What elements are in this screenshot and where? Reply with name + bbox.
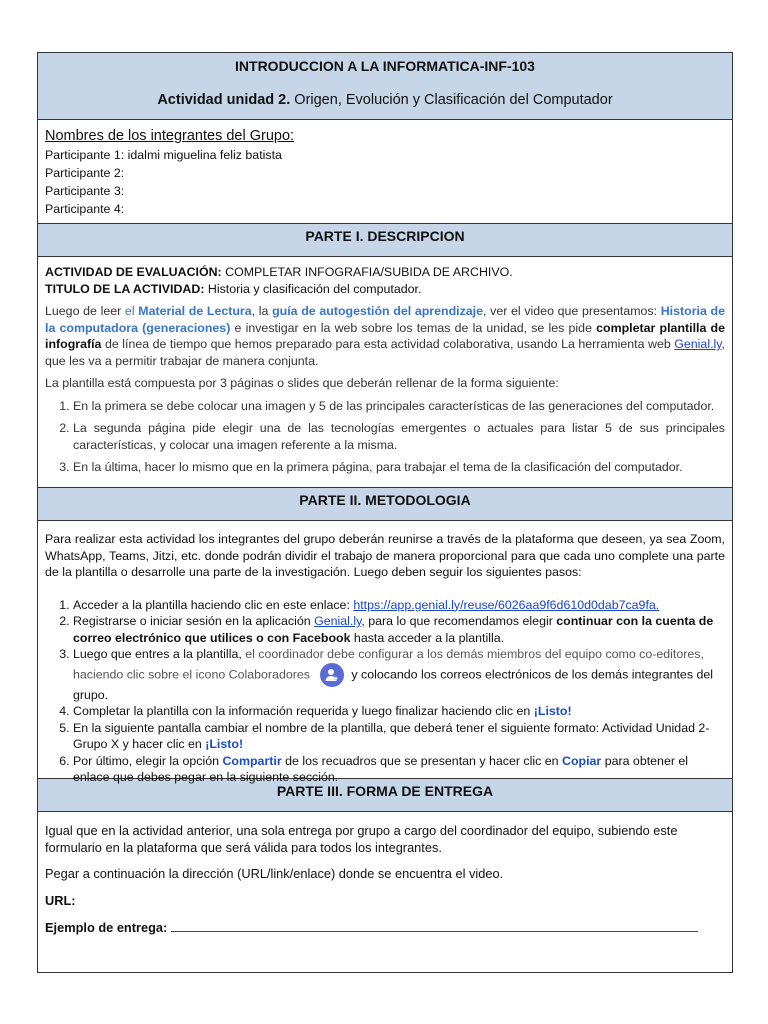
description-paragraph: Luego de leer el Material de Lectura, la guía de autogestión del aprendizaje, ver el video que presentamos: Historia de la computadora (generaciones) e investigar en la web sobre los temas de la unidad, se les pide completar plantilla de infografía de línea de tiempo que hemos preparado para esta actividad colaborativa, usando La herramienta web Genial.ly, que les va a permitir trabajar de manera conjunta.	[45, 304, 725, 368]
participant-4: Participante 4:	[45, 202, 125, 216]
activity-document	[37, 52, 733, 973]
template-steps	[45, 398, 725, 476]
genially-app-link[interactable]: Genial.ly	[314, 614, 362, 628]
url-label: URL:	[45, 893, 76, 908]
evaluation-line: ACTIVIDAD DE EVALUACIÓN: COMPLETAR INFOGRAFIA/SUBIDA DE ARCHIVO.	[45, 265, 513, 279]
participant-3: Participante 3:	[45, 184, 125, 198]
activity-title: Actividad unidad 2. Origen, Evolución y Clasificación del Computador	[157, 92, 613, 108]
guide-link[interactable]: guía de autogestión del aprendizaje	[272, 304, 484, 318]
example-input-line[interactable]	[171, 919, 698, 932]
list-item: 3. Luego que entres a la plantilla, el coordinador debe configurar a los demás miembros del equipo como co-editores, haciendo clic sobre el icono Colaboradores y colocando los correos electrónicos de los demás integrantes del grupo.	[73, 646, 725, 703]
list-item: 6. Por último, elegir la opción Compartir de los recuadros que se presentan y hacer clic en Copiar para obtener el enlace que debes pegar en la siguiente sección.	[73, 753, 725, 786]
activity-title-line: TITULO DE LA ACTIVIDAD: Historia y clasificación del computador.	[45, 281, 422, 296]
methodology-steps	[45, 597, 725, 786]
document-header	[38, 53, 732, 120]
list-item: 4. Completar la plantilla con la información requerida y luego finalizar haciendo clic en ¡Listo!	[73, 703, 725, 720]
part1-heading: PARTE I. DESCRIPCION	[38, 224, 732, 257]
part3-heading: PARTE III. FORMA DE ENTREGA	[38, 779, 732, 812]
url-instruction: Pegar a continuación la dirección (URL/link/enlace) donde se encuentra el video.	[45, 866, 504, 881]
delivery-paragraph: Igual que en la actividad anterior, una sola entrega por grupo a cargo del coordinador del equipo, subiendo este formulario en la plataforma que será válida para todos los integrantes.	[45, 823, 678, 855]
methodology-intro: Para realizar esta actividad los integrantes del grupo deberán reunirse a través de la plataforma que deseen, ya sea Zoom, WhatsApp, Teams, Jitzi, etc. donde podrán dividir el trabajo de manera proporcional para que cada uno complete una parte de la plantilla o desarrolle una parte de la investigación. Luego deben seguir los siguientes pasos:	[45, 532, 725, 579]
list-item: 1. Acceder a la plantilla haciendo clic en este enlace: https://app.genial.ly/reuse/6026aa9f6d610d0dab7ca9fa.	[73, 597, 725, 614]
template-paragraph: La plantilla está compuesta por 3 páginas o slides que deberán rellenar de la forma siguiente:	[45, 376, 559, 390]
group-members	[38, 120, 732, 224]
add-person-icon	[320, 663, 344, 687]
template-link[interactable]: https://app.genial.ly/reuse/6026aa9f6d610d0dab7ca9fa.	[353, 597, 660, 612]
genially-link[interactable]: Genial.ly	[674, 337, 722, 351]
part2-heading: PARTE II. METODOLOGIA	[38, 488, 732, 521]
video-link[interactable]: Historia de la computadora (generaciones)	[45, 304, 725, 335]
material-link[interactable]: Material de Lectura	[138, 304, 252, 318]
part1-description	[38, 257, 732, 488]
participant-1: Participante 1: idalmi miguelina feliz batista	[45, 148, 282, 162]
part2-methodology	[38, 521, 732, 784]
participant-2: Participante 2:	[45, 166, 125, 180]
list-item: 2. Registrarse o iniciar sesión en la aplicación Genial.ly, para lo que recomendamos elegir continuar con la cuenta de correo electrónico que utilices o con Facebook hasta acceder a la plantilla.	[73, 613, 725, 646]
list-item: 1. En la primera se debe colocar una imagen y 5 de las principales características de las generaciones del computador.	[73, 398, 725, 415]
part3-delivery	[38, 812, 732, 972]
list-item: 3. En la última, hacer lo mismo que en la primera página, para trabajar el tema de la clasificación del computador.	[73, 459, 725, 476]
list-item: 5. En la siguiente pantalla cambiar el nombre de la plantilla, que deberá tener el siguiente formato: Actividad Unidad 2-Grupo X y hacer clic en ¡Listo!	[73, 720, 725, 753]
list-item: 2. La segunda página pide elegir una de las tecnologías emergentes o actuales para listar 5 de sus principales características, y colocar una imagen referente a la misma.	[73, 420, 725, 453]
example-line: Ejemplo de entrega:	[45, 919, 725, 936]
course-title: INTRODUCCION A LA INFORMATICA-INF-103	[235, 58, 535, 74]
members-label: Nombres de los integrantes del Grupo:	[45, 128, 295, 144]
